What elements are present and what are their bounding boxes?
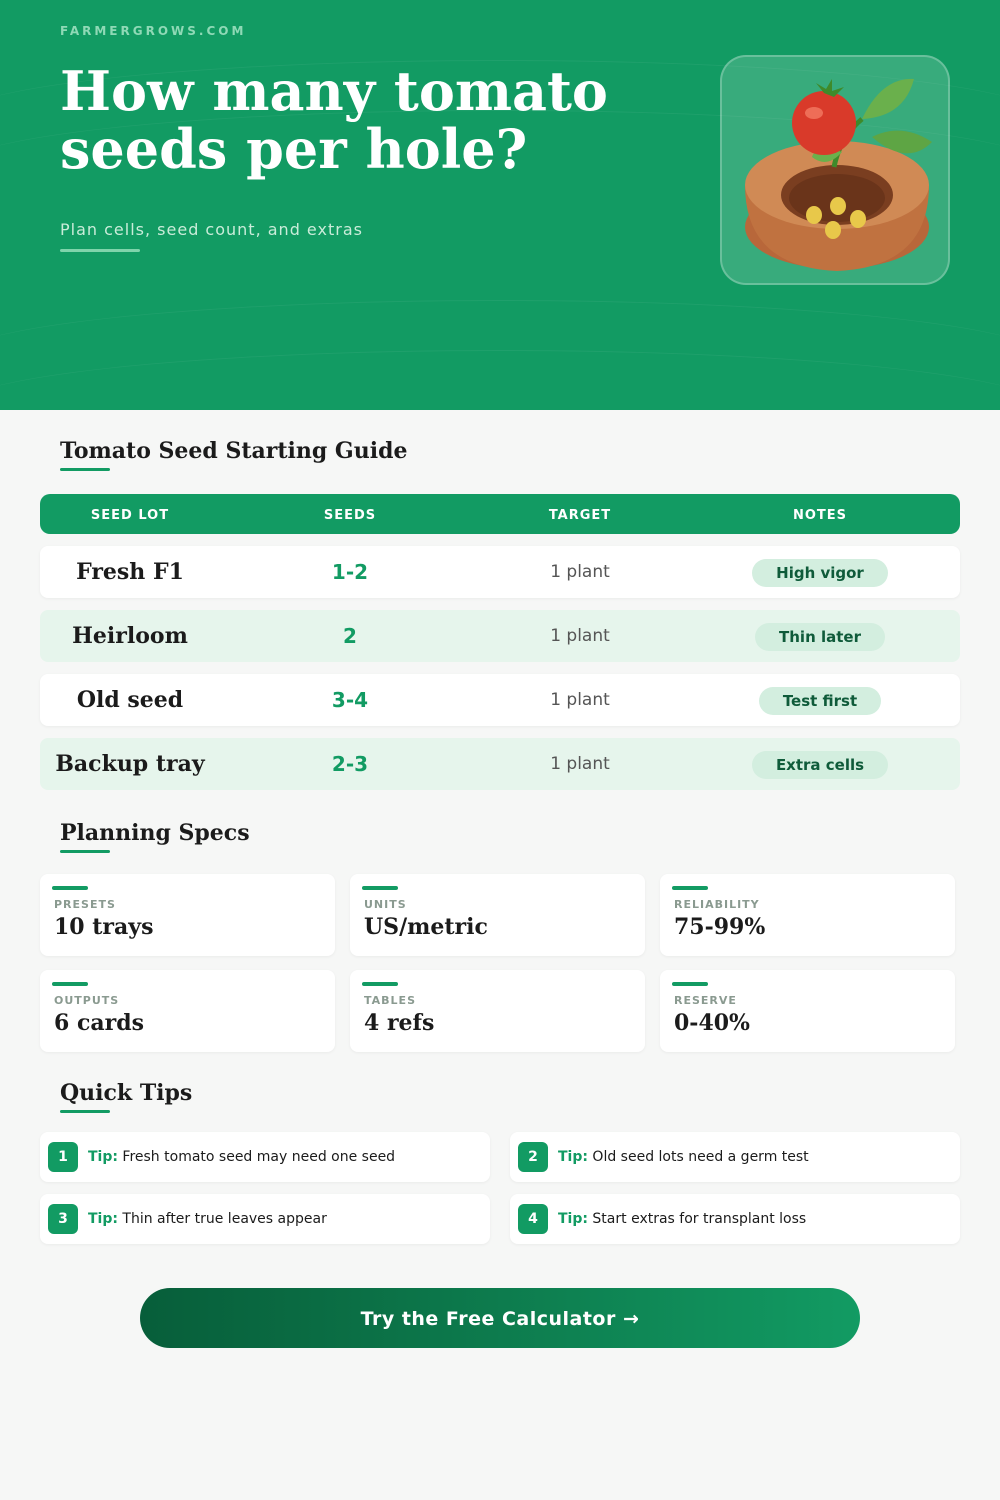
spec-value: 10 trays (54, 914, 154, 940)
target-cell: 1 plant (550, 562, 610, 582)
spec-card-presets (40, 874, 335, 956)
subtitle-underline (60, 249, 140, 252)
spec-value: 4 refs (364, 1010, 435, 1036)
site-brand[interactable]: FARMERGROWS.COM (60, 24, 247, 38)
seeds-cell: 2-3 (331, 752, 369, 776)
notes-cell (740, 546, 900, 598)
tip-body: Fresh tomato seed may need one seed (122, 1149, 396, 1165)
seeds-cell: 3-4 (331, 688, 369, 712)
notes-badge: Thin later (755, 623, 885, 651)
seeds-cell: 1-2 (331, 560, 369, 584)
tip-text (88, 1132, 395, 1182)
tip-body: Old seed lots need a germ test (592, 1149, 809, 1165)
notes-cell (740, 610, 900, 662)
tip-label: Tip: (558, 1211, 588, 1227)
spec-label: PRESETS (54, 898, 116, 911)
notes-badge: High vigor (752, 559, 888, 587)
specs-title: Planning Specs (60, 820, 250, 846)
tip-label: Tip: (88, 1211, 118, 1227)
notes-cell (740, 674, 900, 726)
free-calculator-button[interactable]: Try the Free Calculator → (140, 1288, 860, 1348)
tips-title: Quick Tips (60, 1080, 193, 1106)
page-subtitle: Plan cells, seed count, and extras (60, 220, 363, 239)
seed-lot-cell: Backup tray (55, 751, 205, 777)
tips-title-underline (60, 1110, 110, 1113)
spec-card-tables (350, 970, 645, 1052)
table-row (40, 674, 960, 726)
target-cell: 1 plant (550, 754, 610, 774)
spec-label: TABLES (364, 994, 416, 1007)
tip-text (558, 1194, 806, 1244)
specs-title-underline (60, 850, 110, 853)
spec-label: RESERVE (674, 994, 737, 1007)
notes-cell (740, 738, 900, 790)
target-cell: 1 plant (550, 626, 610, 646)
page-title: How many tomato seeds per hole? (60, 59, 608, 181)
table-row (40, 610, 960, 662)
tip-card (40, 1132, 490, 1182)
tip-card (40, 1194, 490, 1244)
column-header-seeds: SEEDS (323, 508, 377, 523)
column-header-seed-lot: SEED LOT (90, 508, 170, 523)
target-cell: 1 plant (550, 690, 610, 710)
spec-accent (672, 982, 708, 986)
notes-badge: Extra cells (752, 751, 888, 779)
spec-value: 6 cards (54, 1010, 144, 1036)
table-header (40, 494, 960, 534)
tip-card (510, 1194, 960, 1244)
tip-number-badge: 3 (48, 1204, 78, 1234)
spec-card-outputs (40, 970, 335, 1052)
spec-value: 0-40% (674, 1010, 750, 1036)
column-header-notes: NOTES (792, 508, 848, 523)
spec-accent (52, 886, 88, 890)
seed-lot-cell: Heirloom (72, 623, 188, 649)
spec-card-units (350, 874, 645, 956)
spec-accent (52, 982, 88, 986)
spec-card-reliability (660, 874, 955, 956)
table-row (40, 546, 960, 598)
spec-card-reserve (660, 970, 955, 1052)
hero-banner (0, 0, 1000, 410)
tip-label: Tip: (88, 1149, 118, 1165)
column-header-target: TARGET (548, 508, 612, 523)
guide-title: Tomato Seed Starting Guide (60, 438, 408, 464)
hero-image-card (720, 55, 950, 285)
spec-accent (672, 886, 708, 890)
tip-text (88, 1194, 327, 1244)
tip-body: Thin after true leaves appear (122, 1211, 327, 1227)
tip-number-badge: 4 (518, 1204, 548, 1234)
tomato-seedling-in-soil-icon (722, 57, 952, 287)
table-row (40, 738, 960, 790)
spec-label: RELIABILITY (674, 898, 760, 911)
tip-body: Start extras for transplant loss (592, 1211, 807, 1227)
spec-label: OUTPUTS (54, 994, 120, 1007)
seeds-cell: 2 (343, 624, 357, 648)
tip-number-badge: 1 (48, 1142, 78, 1172)
tip-card (510, 1132, 960, 1182)
seed-lot-cell: Fresh F1 (76, 559, 184, 585)
tip-number-badge: 2 (518, 1142, 548, 1172)
spec-value: 75-99% (674, 914, 766, 940)
seed-lot-cell: Old seed (76, 687, 184, 713)
spec-label: UNITS (364, 898, 407, 911)
tip-label: Tip: (558, 1149, 588, 1165)
guide-title-underline (60, 468, 110, 471)
spec-accent (362, 982, 398, 986)
tip-text (558, 1132, 809, 1182)
spec-value: US/metric (364, 914, 488, 940)
notes-badge: Test first (759, 687, 881, 715)
spec-accent (362, 886, 398, 890)
